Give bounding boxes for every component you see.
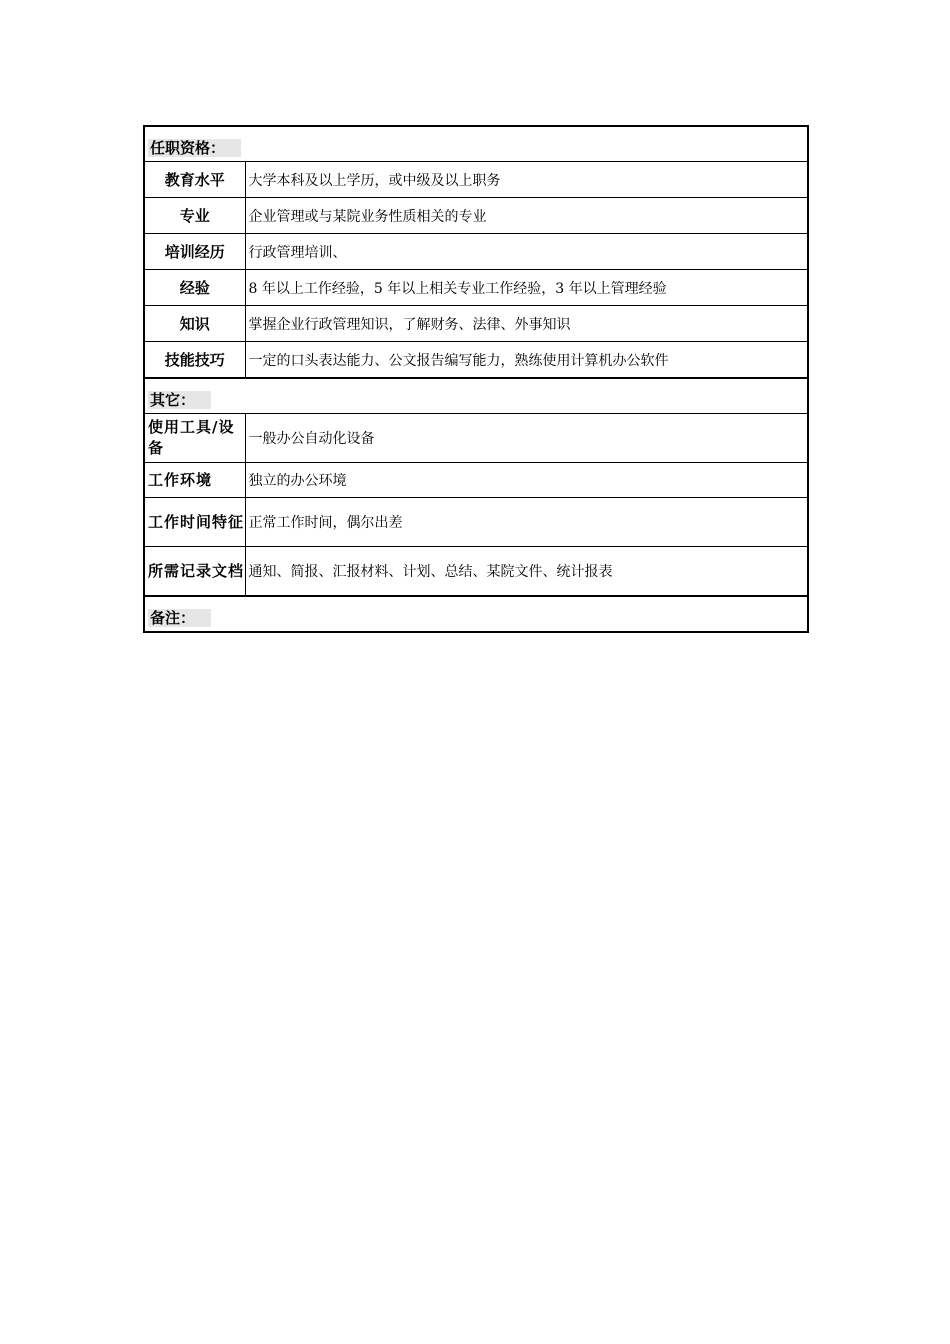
tools-label: 使用工具/设备 — [144, 414, 245, 463]
table-row — [144, 498, 808, 547]
skills-value: 一定的口头表达能力、公文报告编写能力，熟练使用计算机办公软件 — [245, 342, 808, 379]
documents-label: 所需记录文档 — [144, 547, 245, 597]
experience-value: 8 年以上工作经验，5 年以上相关专业工作经验，3 年以上管理经验 — [245, 270, 808, 306]
other-section-header — [144, 378, 808, 414]
training-label: 培训经历 — [144, 234, 245, 270]
tools-value: 一般办公自动化设备 — [245, 414, 808, 463]
work-hours-value: 正常工作时间，偶尔出差 — [245, 498, 808, 547]
table-row — [144, 162, 808, 198]
table-row — [144, 414, 808, 463]
skills-label: 技能技巧 — [144, 342, 245, 379]
table-row — [144, 270, 808, 306]
table-row — [144, 547, 808, 597]
job-requirements-table — [143, 125, 809, 633]
environment-label: 工作环境 — [144, 463, 245, 498]
education-value: 大学本科及以上学历，或中级及以上职务 — [245, 162, 808, 198]
environment-value: 独立的办公环境 — [245, 463, 808, 498]
table-row — [144, 198, 808, 234]
major-value: 企业管理或与某院业务性质相关的专业 — [245, 198, 808, 234]
table-row — [144, 306, 808, 342]
major-label: 专业 — [144, 198, 245, 234]
experience-label: 经验 — [144, 270, 245, 306]
education-label: 教育水平 — [144, 162, 245, 198]
qualifications-section-header — [144, 126, 808, 162]
qualifications-heading: 任职资格： — [148, 139, 241, 157]
table-row — [144, 463, 808, 498]
table-row — [144, 342, 808, 379]
knowledge-value: 掌握企业行政管理知识，了解财务、法律、外事知识 — [245, 306, 808, 342]
other-heading: 其它： — [148, 391, 211, 409]
documents-value: 通知、简报、汇报材料、计划、总结、某院文件、统计报表 — [245, 547, 808, 597]
knowledge-label: 知识 — [144, 306, 245, 342]
table-row — [144, 234, 808, 270]
remarks-section-header — [144, 596, 808, 632]
remarks-heading: 备注： — [148, 609, 211, 627]
training-value: 行政管理培训、 — [245, 234, 808, 270]
work-hours-label: 工作时间特征 — [144, 498, 245, 547]
